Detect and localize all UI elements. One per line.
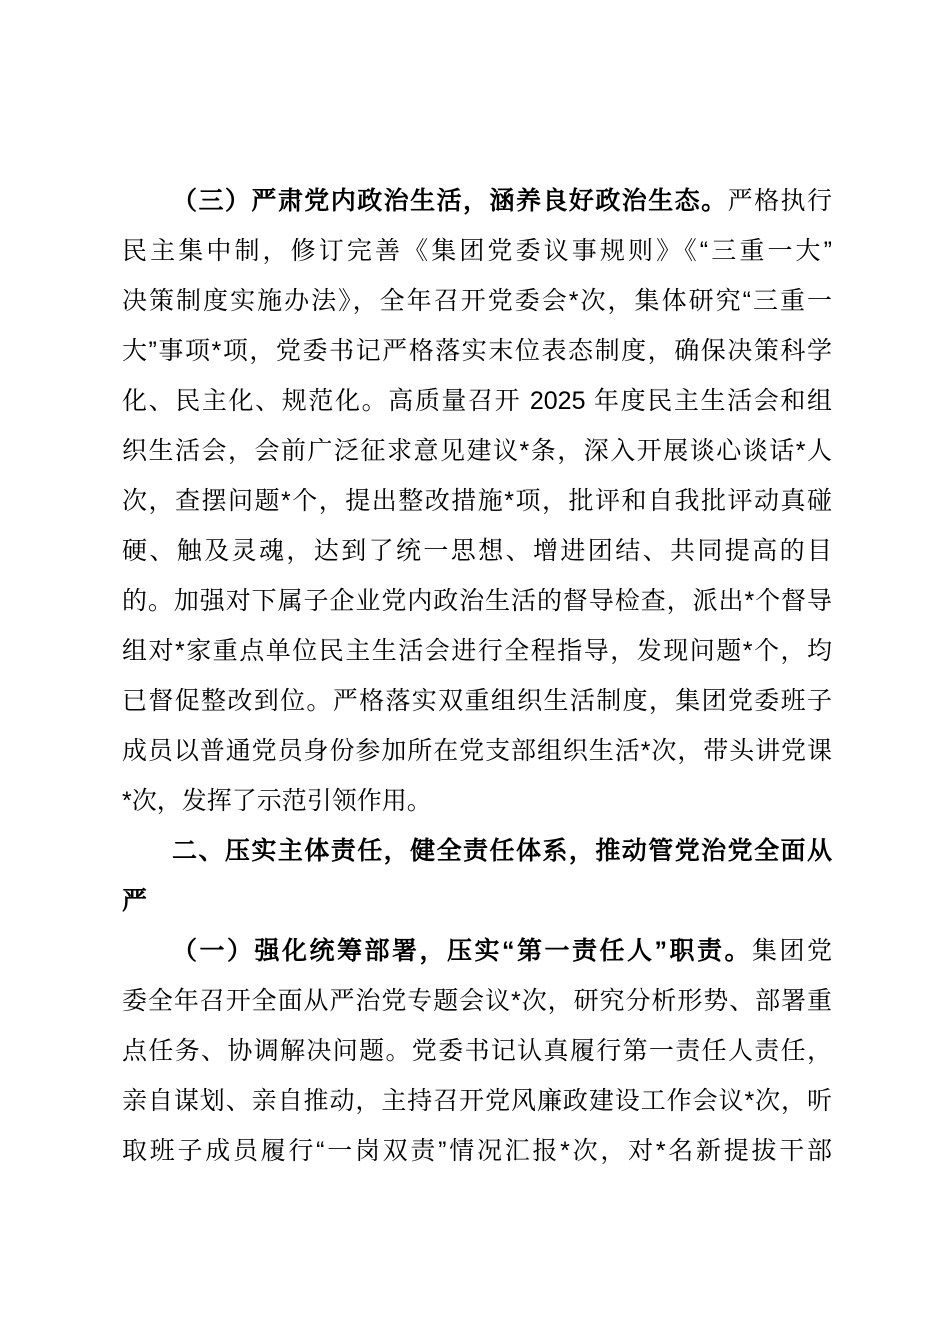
text-segment: 民主集中制，修订完善《集团党委议事规则》《“三重一大”: [122, 237, 832, 265]
text-line: [122, 826, 832, 876]
text-segment: 集团党: [751, 937, 832, 965]
text-segment: 点任务、协调解决问题。党委书记认真履行第一责任人责任，: [122, 1037, 832, 1065]
text-line: [122, 1076, 832, 1126]
text-line: [122, 476, 832, 526]
text-line: [122, 976, 832, 1026]
text-line: [122, 876, 832, 926]
bold-text-segment: （一）强化统筹部署，压实“第一责任人”职责。: [172, 937, 752, 965]
text-line: [122, 576, 832, 626]
text-segment: 大”事项*项，党委书记严格落实末位表态制度，确保决策科学: [122, 337, 832, 365]
text-line: [122, 726, 832, 776]
text-line: [122, 1126, 832, 1176]
text-segment: 组对*家重点单位民主生活会进行全程指导，发现问题*个，均: [122, 637, 832, 665]
text-segment: 次，查摆问题*个，提出整改措施*项，批评和自我批评动真碰: [122, 487, 832, 515]
text-segment: 成员以普通党员身份参加所在党支部组织生活*次，带头讲党课: [122, 737, 832, 765]
text-line: [122, 926, 832, 976]
text-line: [122, 626, 832, 676]
text-line: [122, 1026, 832, 1076]
bold-text-segment: （三）严肃党内政治生活，涵养良好政治生态。: [172, 187, 728, 215]
text-segment: 织生活会，会前广泛征求意见建议*条，深入开展谈心谈话*人: [122, 437, 832, 465]
text-segment: 委全年召开全面从严治党专题会议*次，研究分析形势、部署重: [122, 987, 832, 1015]
document-text-block: [122, 176, 832, 1176]
text-line: [122, 426, 832, 476]
para-political-life: [122, 176, 832, 826]
text-segment: 严: [122, 887, 148, 915]
text-segment: 决策制度实施办法》，全年召开党委会*次，集体研究“三重一: [122, 287, 832, 315]
text-segment: 硬、触及灵魂，达到了统一思想、增进团结、共同提高的目: [122, 537, 832, 565]
text-line: [122, 326, 832, 376]
text-segment: 二、压实主体责任，健全责任体系，推动管党治党全面从: [172, 837, 832, 865]
text-segment: 取班子成员履行“一岗双责”情况汇报*次，对*名新提拔干部: [122, 1137, 832, 1165]
text-line: [122, 226, 832, 276]
para-first-responsibility: [122, 926, 832, 1176]
text-line: [122, 176, 832, 226]
text-line: [122, 376, 832, 426]
text-line: [122, 676, 832, 726]
text-segment: 已督促整改到位。严格落实双重组织生活制度，集团党委班子: [122, 687, 832, 715]
text-segment: 严格执行: [727, 187, 832, 215]
text-line: [122, 276, 832, 326]
text-segment: 亲自谋划、亲自推动，主持召开党风廉政建设工作会议*次，听: [122, 1087, 832, 1115]
text-segment: 的。加强对下属子企业党内政治生活的督导检查，派出*个督导: [122, 587, 832, 615]
section-heading-two: [122, 826, 832, 926]
text-segment: 化、民主化、规范化。高质量召开 2025 年度民主生活会和组: [122, 387, 832, 415]
text-segment: *次，发挥了示范引领作用。: [122, 787, 432, 815]
text-line: [122, 526, 832, 576]
text-line: [122, 776, 832, 826]
